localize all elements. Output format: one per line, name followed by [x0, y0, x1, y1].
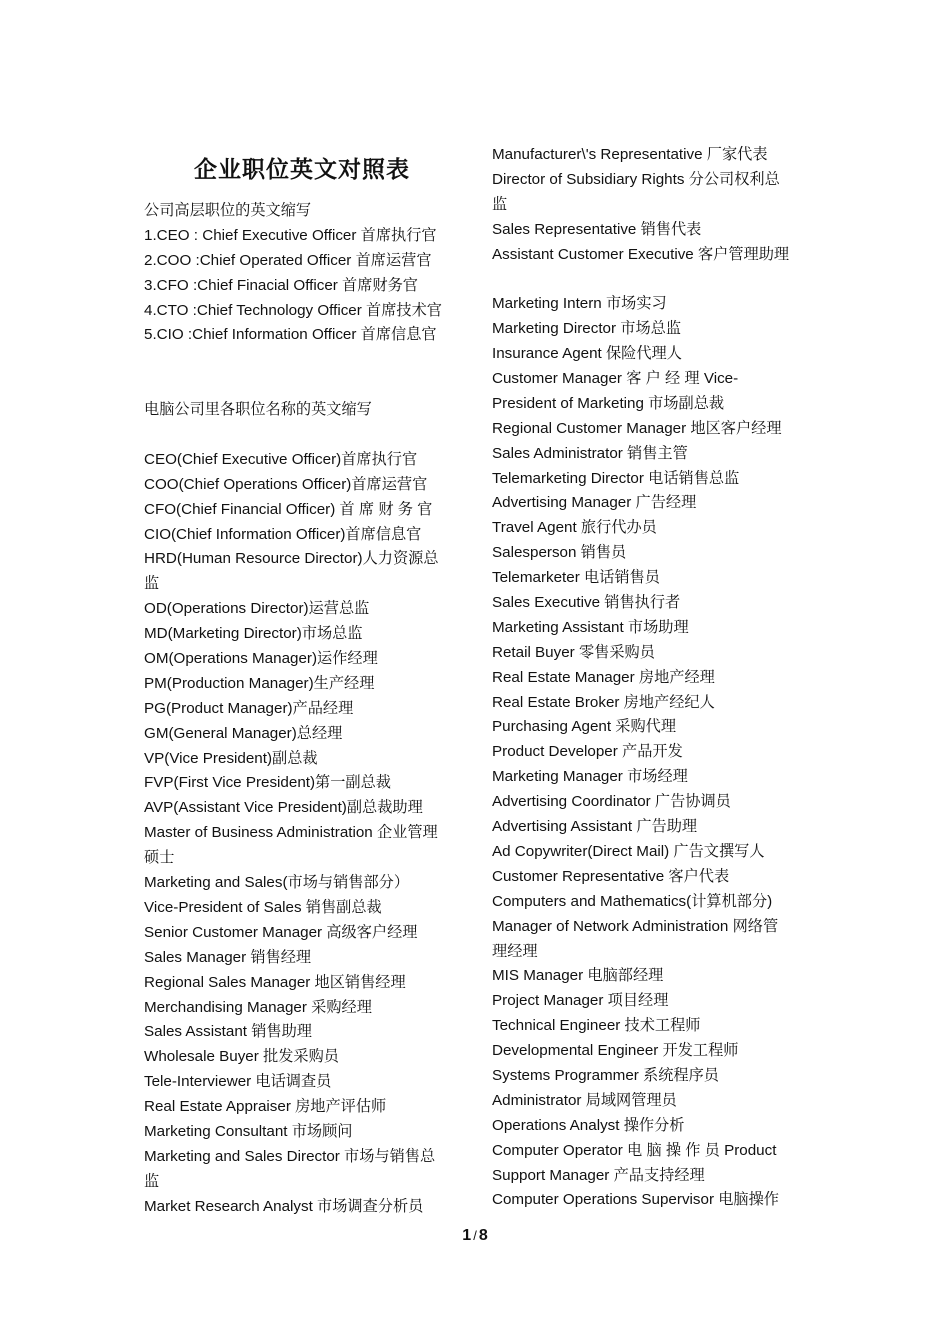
text-line: Merchandising Manager 采购经理: [144, 998, 372, 1016]
total-pages-number: 8: [478, 1227, 488, 1244]
text-line: Marketing Manager 市场经理: [492, 768, 688, 786]
text-line: Marketing and Sales Director 市场与销售总: [144, 1147, 436, 1165]
text-line: 监: [144, 1172, 160, 1190]
page-title: 企业职位英文对照表: [194, 156, 410, 183]
text-line: Sales Representative 销售代表: [492, 220, 702, 238]
text-line: Wholesale Buyer 批发采购员: [144, 1048, 339, 1066]
right-column: [492, 143, 808, 1213]
text-line: Customer Representative 客户代表: [492, 867, 730, 885]
text-line: [144, 423, 460, 448]
text-line: Marketing Consultant 市场顾问: [144, 1122, 353, 1140]
text-line: Master of Business Administration 企业管理: [144, 824, 438, 842]
text-line: Purchasing Agent 采购代理: [492, 718, 677, 736]
text-line: Regional Sales Manager 地区销售经理: [144, 973, 406, 991]
text-line: Real Estate Broker 房地产经纪人: [492, 693, 715, 711]
text-line: Sales Manager 销售经理: [144, 948, 312, 966]
text-line: [144, 348, 460, 373]
text-line: HRD(Human Resource Director)人力资源总: [144, 550, 439, 568]
text-line: Customer Manager 客 户 经 理 Vice-: [492, 370, 739, 388]
text-line: Real Estate Manager 房地产经理: [492, 668, 715, 686]
text-line: 1.CEO : Chief Executive Officer 首席执行官: [144, 226, 437, 244]
text-line: OD(Operations Director)运营总监: [144, 600, 370, 618]
text-line: COO(Chief Operations Officer)首席运营官: [144, 475, 428, 493]
text-line: Manager of Network Administration 网络管: [492, 917, 779, 935]
text-line: Advertising Assistant 广告助理: [492, 818, 698, 836]
text-line: CIO(Chief Information Officer)首席信息官: [144, 525, 422, 543]
text-line: Travel Agent 旅行代办员: [492, 519, 657, 537]
text-line: 硕士: [144, 849, 175, 867]
text-line: Operations Analyst 操作分析: [492, 1116, 685, 1134]
text-line: 3.CFO :Chief Finacial Officer 首席财务官: [144, 276, 418, 294]
text-line: MIS Manager 电脑部经理: [492, 967, 664, 985]
text-line: Support Manager 产品支持经理: [492, 1166, 705, 1184]
text-line: 5.CIO :Chief Information Officer 首席信息官: [144, 326, 437, 344]
text-line: Director of Subsidiary Rights 分公司权利总: [492, 170, 780, 188]
text-line: Senior Customer Manager 高级客户经理: [144, 923, 418, 941]
text-line: Ad Copywriter(Direct Mail) 广告文撰写人: [492, 842, 765, 860]
text-line: GM(General Manager)总经理: [144, 724, 343, 742]
text-line: 公司高层职位的英文缩写: [144, 202, 312, 219]
text-line: Advertising Coordinator 广告协调员: [492, 793, 731, 811]
text-line: AVP(Assistant Vice President)副总裁助理: [144, 799, 423, 817]
page-separator: /: [473, 1228, 477, 1243]
text-line: Market Research Analyst 市场调查分析员: [144, 1197, 424, 1215]
text-line: Product Developer 产品开发: [492, 743, 683, 761]
text-line: Sales Administrator 销售主管: [492, 444, 688, 462]
text-line: CEO(Chief Executive Officer)首席执行官: [144, 450, 418, 468]
text-line: VP(Vice President)副总裁: [144, 749, 318, 767]
text-line: MD(Marketing Director)市场总监: [144, 625, 363, 643]
text-line: [492, 267, 808, 292]
page-number: [0, 1226, 950, 1246]
text-line: President of Marketing 市场副总裁: [492, 394, 725, 412]
text-line: Sales Assistant 销售助理: [144, 1023, 312, 1041]
text-line: Marketing Director 市场总监: [492, 320, 682, 338]
text-line: Advertising Manager 广告经理: [492, 494, 697, 512]
text-line: PG(Product Manager)产品经理: [144, 699, 354, 717]
left-column: [144, 143, 460, 1220]
text-line: Technical Engineer 技术工程师: [492, 1017, 701, 1035]
text-line: Computer Operator 电 脑 操 作 员 Product: [492, 1141, 777, 1159]
text-line: Vice-President of Sales 销售副总裁: [144, 898, 382, 916]
text-line: [144, 373, 460, 398]
text-line: Systems Programmer 系统程序员: [492, 1066, 719, 1084]
text-line: Sales Executive 销售执行者: [492, 594, 681, 612]
text-line: Marketing and Sales(市场与销售部分）: [144, 874, 410, 892]
text-line: 电脑公司里各职位名称的英文缩写: [144, 401, 372, 419]
text-line: 理经理: [492, 942, 538, 960]
text-line: CFO(Chief Financial Officer) 首 席 财 务 官: [144, 500, 433, 518]
text-line: 监: [492, 195, 508, 213]
text-line: PM(Production Manager)生产经理: [144, 674, 375, 692]
text-line: 监: [144, 575, 160, 593]
text-line: Regional Customer Manager 地区客户经理: [492, 419, 782, 437]
text-line: Telemarketing Director 电话销售总监: [492, 469, 740, 487]
text-line: Marketing Assistant 市场助理: [492, 618, 689, 636]
text-line: Manufacturer\'s Representative 厂家代表: [492, 146, 768, 163]
text-line: 2.COO :Chief Operated Officer 首席运营官: [144, 251, 432, 269]
text-line: Real Estate Appraiser 房地产评估师: [144, 1098, 387, 1116]
text-line: Administrator 局域网管理员: [492, 1091, 677, 1109]
text-line: Computers and Mathematics(计算机部分): [492, 892, 773, 910]
text-line: Computer Operations Supervisor 电脑操作: [492, 1191, 779, 1209]
text-line: FVP(First Vice President)第一副总裁: [144, 774, 391, 792]
text-line: Insurance Agent 保险代理人: [492, 345, 682, 363]
text-line: Marketing Intern 市场实习: [492, 295, 667, 313]
text-line: 4.CTO :Chief Technology Officer 首席技术官: [144, 301, 442, 319]
text-line: Telemarketer 电话销售员: [492, 569, 660, 587]
text-line: OM(Operations Manager)运作经理: [144, 650, 378, 668]
text-line: Assistant Customer Executive 客户管理助理: [492, 245, 790, 263]
text-line: Project Manager 项目经理: [492, 992, 669, 1010]
text-line: Tele-Interviewer 电话调查员: [144, 1073, 332, 1091]
text-line: Retail Buyer 零售采购员: [492, 643, 655, 661]
text-line: Salesperson 销售员: [492, 544, 627, 562]
text-line: Developmental Engineer 开发工程师: [492, 1042, 739, 1060]
current-page-number: 1: [462, 1227, 472, 1244]
